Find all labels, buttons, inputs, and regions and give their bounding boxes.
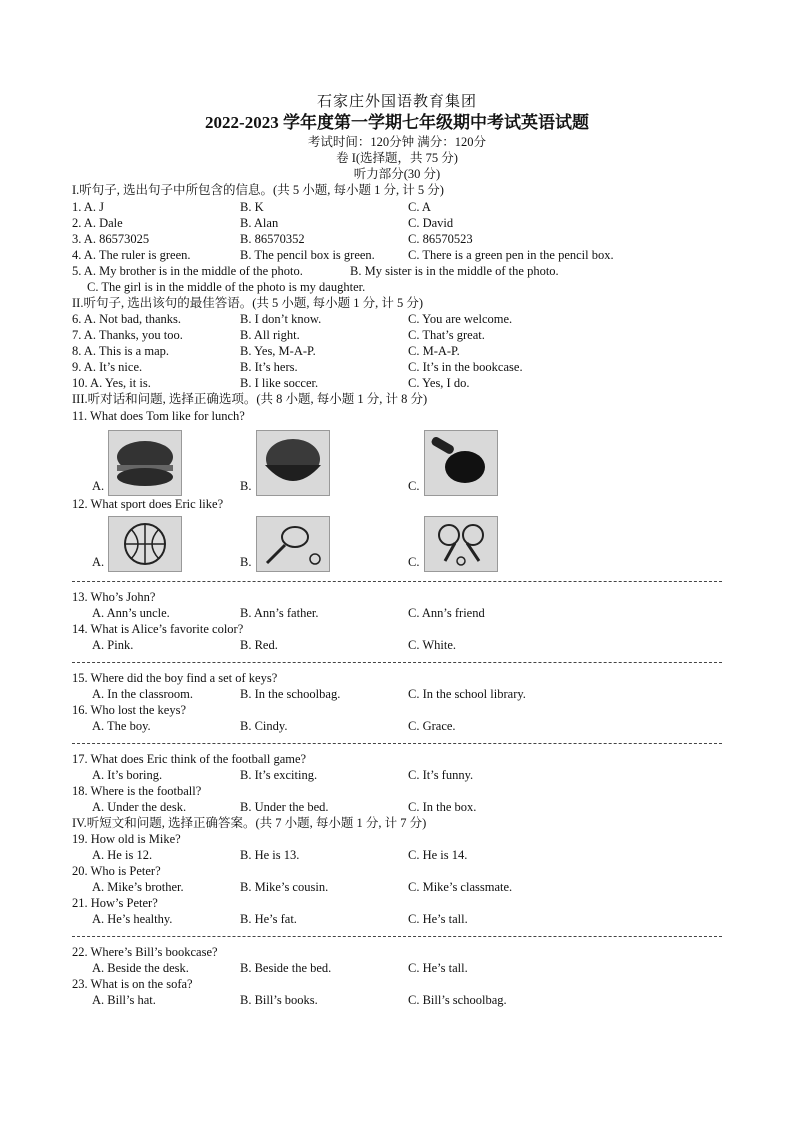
option-label: C. <box>408 478 420 493</box>
tennis-icon <box>256 516 330 572</box>
question-16: 16. Who lost the keys? <box>72 702 186 717</box>
question-19-options: A. He is 12. B. He is 13. C. He is 14. <box>92 848 468 862</box>
question-22-options: A. Beside the desk. B. Beside the bed. C. He’s tall. <box>92 961 468 975</box>
question-11-images <box>72 426 722 496</box>
question-3: 3. A. 86573025 B. 86570352 C. 86570523 <box>72 231 473 246</box>
ping-pong-icon <box>424 516 498 572</box>
question-21: 21. How’s Peter? <box>72 896 158 910</box>
dashed-divider <box>72 662 722 663</box>
question-4: 4. A. The ruler is green. B. The pencil box is green. C. There is a green pen in the pencil box. <box>72 247 614 262</box>
basketball-icon <box>108 516 182 572</box>
part-label: 听力部分(30 分) <box>353 167 441 181</box>
question-7: 7. A. Thanks, you too. B. All right. C. That’s great. <box>72 328 485 342</box>
question-9: 9. A. It’s nice. B. It’s hers. C. It’s in the bookcase. <box>72 360 523 374</box>
question-16-options: A. The boy. B. Cindy. C. Grace. <box>92 718 456 733</box>
question-11: 11. What does Tom like for lunch? <box>72 408 245 423</box>
question-13: 13. Who’s John? <box>72 589 156 604</box>
section-1-heading: I.听句子, 选出句子中所包含的信息。(共 5 小题, 每小题 1 分, 计 5 分) <box>72 183 444 197</box>
question-14-options: A. Pink. B. Red. C. White. <box>92 637 457 652</box>
question-8: 8. A. This is a map. B. Yes, M-A-P. C. M-A-P. <box>72 344 460 358</box>
hamburger-icon <box>108 430 182 496</box>
question-20: 20. Who is Peter? <box>72 864 161 878</box>
section-3-heading: III.听对话和问题, 选择正确选项。(共 8 小题, 每小题 1 分, 计 8 分) <box>72 392 428 406</box>
question-17-options: A. It’s boring. B. It’s exciting. C. It’s funny. <box>92 767 474 782</box>
question-12-images <box>72 514 722 572</box>
question-18-options: A. Under the desk. B. Under the bed. C. In the box. <box>92 799 477 814</box>
rice-bowl-icon <box>256 430 330 496</box>
question-13-options: A. Ann’s uncle. B. Ann’s father. C. Ann’s friend <box>92 605 485 620</box>
question-19: 19. How old is Mike? <box>72 832 181 846</box>
question-10: 10. A. Yes, it is. B. I like soccer. C. Yes, I do. <box>72 376 470 390</box>
option-label: A. <box>92 554 105 569</box>
question-5: 5. A. My brother is in the middle of the photo. B. My sister is in the middle of the photo. <box>72 263 559 278</box>
exam-title: 2022-2023 学年度第一学期七年级期中考试英语试题 <box>205 113 589 132</box>
question-23: 23. What is on the sofa? <box>72 977 193 991</box>
question-22: 22. Where’s Bill’s bookcase? <box>72 945 218 959</box>
dashed-divider <box>72 743 722 744</box>
question-1: 1. A. J B. K C. A <box>72 199 431 214</box>
option-label: B. <box>240 554 252 569</box>
option-label: B. <box>240 478 252 493</box>
school-name: 石家庄外国语教育集团 <box>316 94 477 110</box>
question-20-options: A. Mike’s brother. B. Mike’s cousin. C. Mike’s classmate. <box>92 880 513 894</box>
question-14: 14. What is Alice’s favorite color? <box>72 621 244 636</box>
question-6: 6. A. Not bad, thanks. B. I don’t know. C. You are welcome. <box>72 312 513 326</box>
question-17: 17. What does Eric think of the football game? <box>72 751 307 766</box>
question-18: 18. Where is the football? <box>72 783 202 798</box>
question-12: 12. What sport does Eric like? <box>72 496 224 511</box>
exam-info: 考试时间：120分钟 满分：120分 <box>307 135 487 149</box>
dashed-divider <box>72 581 722 582</box>
question-5-option-c: C. The girl is in the middle of the photo is my daughter. <box>87 279 366 294</box>
section-2-heading: II.听句子, 选出该句的最佳答语。(共 5 小题, 每小题 1 分, 计 5 分) <box>72 295 424 310</box>
question-15-options: A. In the classroom. B. In the schoolbag. C. In the school library. <box>92 686 526 701</box>
question-2: 2. A. Dale B. Alan C. David <box>72 215 454 230</box>
volume-label: 卷 I(选择题，共 75 分) <box>336 151 458 165</box>
question-23-options: A. Bill’s hat. B. Bill’s books. C. Bill’s schoolbag. <box>92 993 507 1007</box>
section-4-heading: IV.听短文和问题, 选择正确答案。(共 7 小题, 每小题 1 分, 计 7 分) <box>72 815 427 830</box>
option-label: A. <box>92 478 105 493</box>
option-label: C. <box>408 554 420 569</box>
chicken-leg-icon <box>424 430 498 496</box>
dashed-divider <box>72 936 722 937</box>
exam-page <box>72 92 722 1008</box>
question-15: 15. Where did the boy find a set of keys? <box>72 670 278 685</box>
question-21-options: A. He’s healthy. B. He’s fat. C. He’s tall. <box>92 912 468 926</box>
